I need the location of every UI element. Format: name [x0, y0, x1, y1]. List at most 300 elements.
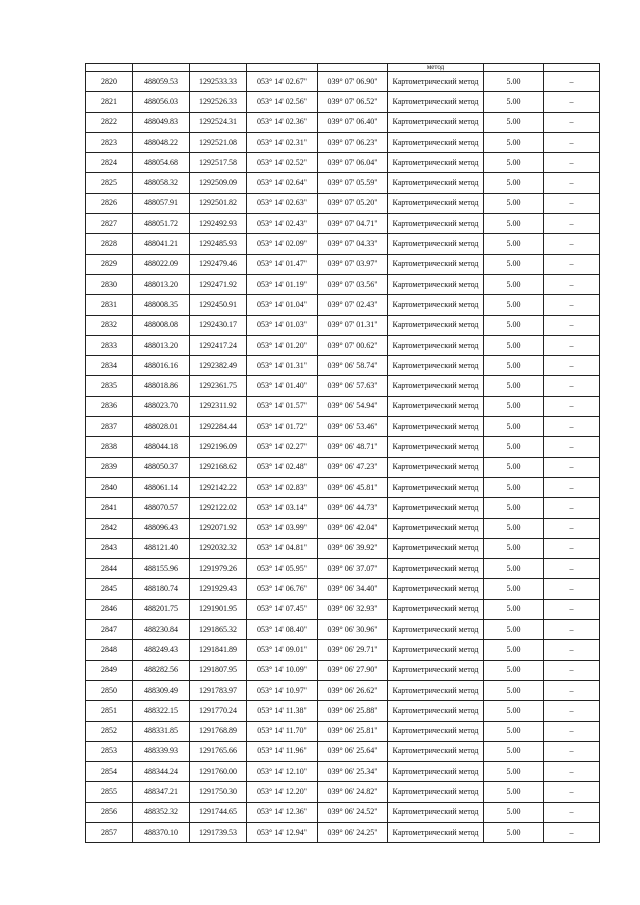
cell-longitude [318, 64, 388, 72]
cell-longitude: 039° 07' 05.59" [318, 173, 388, 193]
cell-longitude: 039° 06' 24.52" [318, 802, 388, 822]
cell-number: 2833 [86, 335, 133, 355]
cell-method: Картометрический метод [388, 802, 484, 822]
cell-latitude: 053° 14' 02.83" [247, 477, 318, 497]
cell-note: – [544, 701, 600, 721]
table-row [86, 112, 600, 132]
cell-longitude: 039° 06' 39.92" [318, 538, 388, 558]
cell-latitude: 053° 14' 01.19" [247, 274, 318, 294]
cell-number: 2827 [86, 214, 133, 234]
cell-number: 2826 [86, 193, 133, 213]
cell-latitude: 053° 14' 10.09" [247, 660, 318, 680]
cell-number: 2822 [86, 112, 133, 132]
cell-note: – [544, 660, 600, 680]
cell-note: – [544, 295, 600, 315]
cell-accuracy: 5.00 [484, 376, 544, 396]
cell-longitude: 039° 06' 47.23" [318, 457, 388, 477]
cell-number: 2829 [86, 254, 133, 274]
cell-accuracy: 5.00 [484, 538, 544, 558]
cell-method: Картометрический метод [388, 822, 484, 842]
cell-number: 2837 [86, 417, 133, 437]
table-row [86, 335, 600, 355]
cell-latitude: 053° 14' 04.81" [247, 538, 318, 558]
cell-y: 1292361.75 [190, 376, 247, 396]
cell-accuracy: 5.00 [484, 193, 544, 213]
cell-method: Картометрический метод [388, 417, 484, 437]
cell-accuracy: 5.00 [484, 822, 544, 842]
cell-accuracy: 5.00 [484, 559, 544, 579]
cell-longitude: 039° 07' 03.97" [318, 254, 388, 274]
cell-x: 488008.08 [133, 315, 190, 335]
cell-method: Картометрический метод [388, 579, 484, 599]
cell-y: 1292526.33 [190, 92, 247, 112]
cell-x: 488051.72 [133, 214, 190, 234]
table-row [86, 153, 600, 173]
cell-latitude: 053° 14' 11.70" [247, 721, 318, 741]
table-row [86, 802, 600, 822]
cell-latitude: 053° 14' 02.56" [247, 92, 318, 112]
cell-latitude: 053° 14' 01.20" [247, 335, 318, 355]
cell-number: 2825 [86, 173, 133, 193]
cell-x: 488347.21 [133, 782, 190, 802]
table-row [86, 72, 600, 92]
cell-x: 488041.21 [133, 234, 190, 254]
cell-number: 2832 [86, 315, 133, 335]
cell-longitude: 039° 06' 25.88" [318, 701, 388, 721]
cell-note: – [544, 173, 600, 193]
cell-note: – [544, 599, 600, 619]
cell-x: 488070.57 [133, 498, 190, 518]
table-row [86, 214, 600, 234]
table-row [86, 254, 600, 274]
cell-note: – [544, 315, 600, 335]
cell-note: – [544, 721, 600, 741]
cell-latitude: 053° 14' 01.03" [247, 315, 318, 335]
cell-note: – [544, 112, 600, 132]
cell-y: 1292479.46 [190, 254, 247, 274]
cell-longitude: 039° 07' 03.56" [318, 274, 388, 294]
cell-accuracy: 5.00 [484, 356, 544, 376]
cell-y: 1292142.22 [190, 477, 247, 497]
cell-note: – [544, 782, 600, 802]
cell-number [86, 64, 133, 72]
cell-accuracy: 5.00 [484, 599, 544, 619]
table-row [86, 741, 600, 761]
cell-method: Картометрический метод [388, 457, 484, 477]
cell-method: Картометрический метод [388, 680, 484, 700]
cell-note: – [544, 376, 600, 396]
cell-number: 2820 [86, 72, 133, 92]
cell-number: 2852 [86, 721, 133, 741]
cell-x: 488322.15 [133, 701, 190, 721]
cell-longitude: 039° 06' 32.93" [318, 599, 388, 619]
table-row [86, 640, 600, 660]
cell-y: 1292284.44 [190, 417, 247, 437]
cell-latitude: 053° 14' 02.48" [247, 457, 318, 477]
cell-latitude: 053° 14' 01.04" [247, 295, 318, 315]
cell-latitude: 053° 14' 02.43" [247, 214, 318, 234]
cell-accuracy: 5.00 [484, 153, 544, 173]
cell-accuracy: 5.00 [484, 457, 544, 477]
cell-x: 488344.24 [133, 762, 190, 782]
cell-latitude: 053° 14' 12.94" [247, 822, 318, 842]
cell-longitude: 039° 06' 54.94" [318, 396, 388, 416]
cell-latitude: 053° 14' 02.63" [247, 193, 318, 213]
cell-y: 1291768.89 [190, 721, 247, 741]
table-row [86, 762, 600, 782]
cell-method: Картометрический метод [388, 234, 484, 254]
cell-number: 2841 [86, 498, 133, 518]
cell-method: Картометрический метод [388, 335, 484, 355]
cell-y: 1291865.32 [190, 620, 247, 640]
cell-accuracy: 5.00 [484, 274, 544, 294]
cell-x: 488180.74 [133, 579, 190, 599]
cell-note: – [544, 214, 600, 234]
cell-latitude: 053° 14' 02.27" [247, 437, 318, 457]
cell-x: 488309.49 [133, 680, 190, 700]
cell-accuracy: 5.00 [484, 112, 544, 132]
cell-method: Картометрический метод [388, 762, 484, 782]
cell-method: Картометрический метод [388, 295, 484, 315]
cell-x: 488339.93 [133, 741, 190, 761]
cell-accuracy: 5.00 [484, 417, 544, 437]
cell-method: Картометрический метод [388, 173, 484, 193]
cell-note: – [544, 498, 600, 518]
cell-longitude: 039° 06' 24.25" [318, 822, 388, 842]
cell-method: Картометрический метод [388, 741, 484, 761]
cell-method: Картометрический метод [388, 498, 484, 518]
cell-accuracy [484, 64, 544, 72]
cell-method: Картометрический метод [388, 701, 484, 721]
cell-method: Картометрический метод [388, 437, 484, 457]
cell-latitude: 053° 14' 11.38" [247, 701, 318, 721]
cell-y: 1292521.08 [190, 132, 247, 152]
cell-longitude: 039° 06' 30.96" [318, 620, 388, 640]
cell-x: 488249.43 [133, 640, 190, 660]
cell-longitude: 039° 06' 37.07" [318, 559, 388, 579]
cell-x: 488013.20 [133, 274, 190, 294]
cell-note: – [544, 417, 600, 437]
cell-accuracy: 5.00 [484, 640, 544, 660]
cell-accuracy: 5.00 [484, 660, 544, 680]
cell-number: 2831 [86, 295, 133, 315]
cell-longitude: 039° 06' 45.81" [318, 477, 388, 497]
table-row [86, 457, 600, 477]
cell-longitude: 039° 07' 02.43" [318, 295, 388, 315]
table-row [86, 680, 600, 700]
table-row [86, 822, 600, 842]
cell-x: 488028.01 [133, 417, 190, 437]
table-row [86, 498, 600, 518]
cell-note: – [544, 274, 600, 294]
cell-latitude: 053° 14' 02.31" [247, 132, 318, 152]
cell-x: 488155.96 [133, 559, 190, 579]
cell-y: 1291744.65 [190, 802, 247, 822]
table-row [86, 417, 600, 437]
table-row [86, 782, 600, 802]
cell-latitude: 053° 14' 01.72" [247, 417, 318, 437]
cell-note: – [544, 356, 600, 376]
cell-accuracy: 5.00 [484, 741, 544, 761]
cell-method: Картометрический метод [388, 376, 484, 396]
cell-method: Картометрический метод [388, 559, 484, 579]
cell-latitude: 053° 14' 03.99" [247, 518, 318, 538]
cell-accuracy: 5.00 [484, 518, 544, 538]
cell-latitude: 053° 14' 08.40" [247, 620, 318, 640]
cell-number: 2843 [86, 538, 133, 558]
cell-method: Картометрический метод [388, 132, 484, 152]
table-row [86, 579, 600, 599]
table-row [86, 660, 600, 680]
cell-y: 1291929.43 [190, 579, 247, 599]
cell-note: – [544, 193, 600, 213]
cell-accuracy: 5.00 [484, 620, 544, 640]
cell-note: – [544, 92, 600, 112]
cell-accuracy: 5.00 [484, 254, 544, 274]
cell-method: метод [388, 64, 484, 72]
table-row [86, 620, 600, 640]
cell-number: 2834 [86, 356, 133, 376]
cell-method: Картометрический метод [388, 72, 484, 92]
table-row [86, 599, 600, 619]
cell-longitude: 039° 06' 53.46" [318, 417, 388, 437]
cell-accuracy: 5.00 [484, 721, 544, 741]
cell-y: 1292168.62 [190, 457, 247, 477]
cell-number: 2824 [86, 153, 133, 173]
cell-x: 488013.20 [133, 335, 190, 355]
table-row [86, 295, 600, 315]
cell-longitude: 039° 07' 05.20" [318, 193, 388, 213]
cell-note: – [544, 640, 600, 660]
cell-longitude: 039° 06' 57.63" [318, 376, 388, 396]
table-row [86, 92, 600, 112]
cell-number: 2848 [86, 640, 133, 660]
cell-number: 2821 [86, 92, 133, 112]
table-body [86, 64, 600, 843]
cell-method: Картометрический метод [388, 356, 484, 376]
cell-longitude: 039° 07' 04.33" [318, 234, 388, 254]
cell-method: Картометрический метод [388, 518, 484, 538]
cell-x: 488056.03 [133, 92, 190, 112]
cell-method: Картометрический метод [388, 538, 484, 558]
cell-longitude: 039° 06' 26.62" [318, 680, 388, 700]
table-row [86, 437, 600, 457]
cell-note: – [544, 457, 600, 477]
cell-note: – [544, 437, 600, 457]
cell-accuracy: 5.00 [484, 477, 544, 497]
cell-y: 1292509.09 [190, 173, 247, 193]
cell-y: 1291783.97 [190, 680, 247, 700]
cell-number: 2836 [86, 396, 133, 416]
cell-latitude: 053° 14' 01.57" [247, 396, 318, 416]
table-row [86, 234, 600, 254]
cell-method: Картометрический метод [388, 193, 484, 213]
table-row [86, 376, 600, 396]
cell-x: 488058.32 [133, 173, 190, 193]
cell-latitude: 053° 14' 01.40" [247, 376, 318, 396]
cell-method: Картометрический метод [388, 782, 484, 802]
cell-method: Картометрический метод [388, 640, 484, 660]
cell-longitude: 039° 06' 42.04" [318, 518, 388, 538]
cell-y: 1291739.53 [190, 822, 247, 842]
cell-number: 2840 [86, 477, 133, 497]
cell-method: Картометрический метод [388, 477, 484, 497]
cell-number: 2844 [86, 559, 133, 579]
cell-note: – [544, 620, 600, 640]
table-row [86, 477, 600, 497]
cell-accuracy: 5.00 [484, 762, 544, 782]
cell-latitude: 053° 14' 02.36" [247, 112, 318, 132]
cell-note: – [544, 234, 600, 254]
cell-method: Картометрический метод [388, 112, 484, 132]
cell-longitude: 039° 06' 44.73" [318, 498, 388, 518]
cell-x: 488061.14 [133, 477, 190, 497]
cell-note: – [544, 741, 600, 761]
cell-number: 2835 [86, 376, 133, 396]
cell-x: 488016.16 [133, 356, 190, 376]
cell-x: 488023.70 [133, 396, 190, 416]
cell-number: 2851 [86, 701, 133, 721]
cell-number: 2828 [86, 234, 133, 254]
cell-latitude: 053° 14' 12.10" [247, 762, 318, 782]
cell-accuracy: 5.00 [484, 295, 544, 315]
cell-y: 1292485.93 [190, 234, 247, 254]
coordinates-table [85, 63, 600, 843]
cell-method: Картометрический метод [388, 153, 484, 173]
cell-accuracy: 5.00 [484, 782, 544, 802]
cell-accuracy: 5.00 [484, 92, 544, 112]
cell-note: – [544, 335, 600, 355]
cell-note: – [544, 802, 600, 822]
cell-x: 488050.37 [133, 457, 190, 477]
cell-latitude: 053° 14' 02.67" [247, 72, 318, 92]
cell-y: 1292122.02 [190, 498, 247, 518]
cell-x: 488230.84 [133, 620, 190, 640]
cell-y: 1292524.31 [190, 112, 247, 132]
cell-number: 2849 [86, 660, 133, 680]
cell-y: 1291841.89 [190, 640, 247, 660]
cell-x: 488121.40 [133, 538, 190, 558]
cell-x [133, 64, 190, 72]
cell-y: 1292382.49 [190, 356, 247, 376]
cell-x: 488044.18 [133, 437, 190, 457]
cell-longitude: 039° 06' 25.64" [318, 741, 388, 761]
cell-y: 1291770.24 [190, 701, 247, 721]
cell-accuracy: 5.00 [484, 802, 544, 822]
cell-latitude: 053° 14' 02.64" [247, 173, 318, 193]
cell-accuracy: 5.00 [484, 132, 544, 152]
cell-accuracy: 5.00 [484, 214, 544, 234]
cell-y: 1292492.93 [190, 214, 247, 234]
table-row [86, 315, 600, 335]
cell-y: 1291765.66 [190, 741, 247, 761]
cell-method: Картометрический метод [388, 721, 484, 741]
cell-latitude: 053° 14' 05.95" [247, 559, 318, 579]
cell-note: – [544, 132, 600, 152]
cell-method: Картометрический метод [388, 274, 484, 294]
cell-method: Картометрический метод [388, 599, 484, 619]
cell-longitude: 039° 07' 06.90" [318, 72, 388, 92]
cell-y [190, 64, 247, 72]
cell-y: 1292501.82 [190, 193, 247, 213]
cell-number: 2823 [86, 132, 133, 152]
cell-latitude: 053° 14' 10.97" [247, 680, 318, 700]
cell-y: 1292196.09 [190, 437, 247, 457]
table-row [86, 193, 600, 213]
cell-y: 1291901.95 [190, 599, 247, 619]
cell-method: Картометрический метод [388, 254, 484, 274]
cell-number: 2845 [86, 579, 133, 599]
cell-latitude: 053° 14' 01.47" [247, 254, 318, 274]
cell-latitude [247, 64, 318, 72]
cell-longitude: 039° 06' 34.40" [318, 579, 388, 599]
cell-accuracy: 5.00 [484, 315, 544, 335]
cell-method: Картометрический метод [388, 92, 484, 112]
cell-note: – [544, 559, 600, 579]
cell-accuracy: 5.00 [484, 498, 544, 518]
cell-latitude: 053° 14' 12.20" [247, 782, 318, 802]
cell-y: 1292450.91 [190, 295, 247, 315]
table-row [86, 721, 600, 741]
cell-accuracy: 5.00 [484, 701, 544, 721]
cell-x: 488049.83 [133, 112, 190, 132]
cell-note: – [544, 579, 600, 599]
cell-x: 488008.35 [133, 295, 190, 315]
cell-longitude: 039° 07' 06.23" [318, 132, 388, 152]
cell-y: 1292032.32 [190, 538, 247, 558]
cell-method: Картометрический метод [388, 660, 484, 680]
cell-method: Картометрический метод [388, 396, 484, 416]
cell-number: 2857 [86, 822, 133, 842]
cell-x: 488059.53 [133, 72, 190, 92]
cell-y: 1292533.33 [190, 72, 247, 92]
cell-latitude: 053° 14' 11.96" [247, 741, 318, 761]
cell-x: 488048.22 [133, 132, 190, 152]
cell-x: 488054.68 [133, 153, 190, 173]
cell-x: 488352.32 [133, 802, 190, 822]
table-row [86, 356, 600, 376]
cell-x: 488331.85 [133, 721, 190, 741]
cell-x: 488370.10 [133, 822, 190, 842]
cell-longitude: 039° 06' 58.74" [318, 356, 388, 376]
table-row [86, 518, 600, 538]
cell-y: 1292311.92 [190, 396, 247, 416]
cell-method: Картометрический метод [388, 214, 484, 234]
cell-longitude: 039° 06' 25.81" [318, 721, 388, 741]
cell-method: Картометрический метод [388, 315, 484, 335]
cell-latitude: 053° 14' 03.14" [247, 498, 318, 518]
cell-latitude: 053° 14' 09.01" [247, 640, 318, 660]
cell-longitude: 039° 07' 04.71" [318, 214, 388, 234]
table-row [86, 274, 600, 294]
cell-x: 488018.86 [133, 376, 190, 396]
cell-latitude: 053° 14' 02.52" [247, 153, 318, 173]
cell-note [544, 64, 600, 72]
cell-y: 1291760.00 [190, 762, 247, 782]
cell-method: Картометрический метод [388, 620, 484, 640]
cell-x: 488022.09 [133, 254, 190, 274]
table-row [86, 559, 600, 579]
cell-y: 1292071.92 [190, 518, 247, 538]
table-row [86, 538, 600, 558]
cell-note: – [544, 762, 600, 782]
cell-number: 2855 [86, 782, 133, 802]
cell-latitude: 053° 14' 01.31" [247, 356, 318, 376]
cell-note: – [544, 477, 600, 497]
table-row [86, 173, 600, 193]
cell-number: 2847 [86, 620, 133, 640]
cell-longitude: 039° 07' 01.31" [318, 315, 388, 335]
